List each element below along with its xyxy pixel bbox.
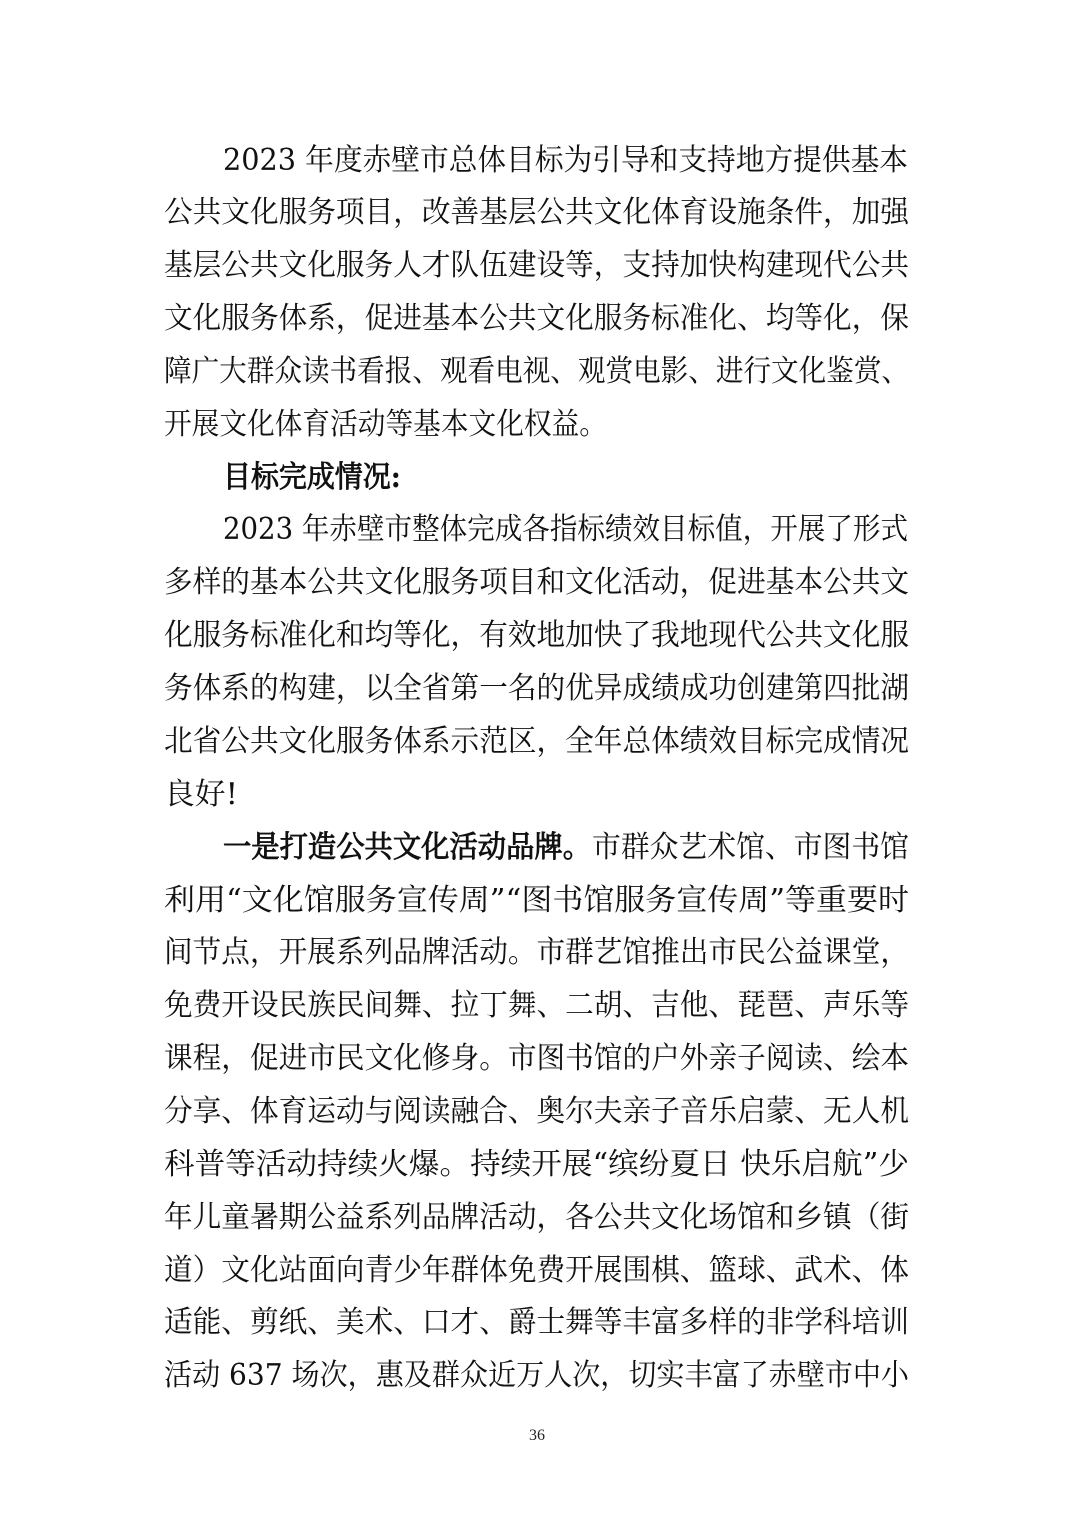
text-line (0, 131, 1074, 191)
text-line (0, 871, 1074, 931)
text-line (0, 553, 1074, 613)
paragraph-3-line-1-rest: 市群众艺术馆、市图书馆 (592, 830, 909, 865)
paragraph-3-line-9: 道）文化站面向青少年群体免费开展围棋、篮球、武术、体 (164, 1253, 909, 1288)
paragraph-3-line-5: 课程，促进市民文化修身。市图书馆的户外亲子阅读、绘本 (164, 1041, 909, 1076)
text-line (0, 500, 1074, 560)
paragraph-1-line-6: 开展文化体育活动等基本文化权益。 (164, 407, 607, 442)
text-line (0, 1241, 1074, 1301)
paragraph-1-line-4: 文化服务体系，促进基本公共文化服务标准化、均等化，保 (164, 301, 909, 336)
paragraph-2-line-2: 多样的基本公共文化服务项目和文化活动，促进基本公共文 (164, 565, 909, 600)
paragraph-2-line-1: 2023 年赤壁市整体完成各指标绩效目标值，开展了形式 (223, 512, 908, 547)
paragraph-1-line-3: 基层公共文化服务人才队伍建设等，支持加快构建现代公共 (164, 248, 909, 283)
text-line (0, 1293, 1074, 1353)
paragraph-2-line-6: 良好! (164, 777, 238, 812)
text-line (0, 236, 1074, 296)
paragraph-3-line-3: 间节点，开展系列品牌活动。市群艺馆推出市民公益课堂， (164, 935, 909, 970)
paragraph-3-lead: 一是打造公共文化活动品牌。 (223, 830, 591, 865)
text-line (0, 765, 1074, 825)
section-heading (0, 448, 1074, 508)
text-line (0, 395, 1074, 455)
paragraph-3-line-11: 活动 637 场次，惠及群众近万人次，切实丰富了赤壁市中小 (164, 1358, 909, 1393)
paragraph-3-line-4: 免费开设民族民间舞、拉丁舞、二胡、吉他、琵琶、声乐等 (164, 988, 909, 1023)
text-line (0, 923, 1074, 983)
paragraph-1-line-2: 公共文化服务项目，改善基层公共文化体育设施条件，加强 (164, 195, 909, 230)
target-completion-heading: 目标完成情况: (223, 460, 401, 495)
text-line (0, 659, 1074, 719)
paragraph-3-line-10: 适能、剪纸、美术、口才、爵士舞等丰富多样的非学科培训 (164, 1305, 909, 1340)
text-line (0, 1082, 1074, 1142)
text-line (0, 976, 1074, 1036)
text-line (0, 183, 1074, 243)
paragraph-1-line-5: 障广大群众读书看报、观看电视、观赏电影、进行文化鉴赏、 (164, 354, 909, 389)
paragraph-3-line-7: 科普等活动持续火爆。持续开展“缤纷夏日 快乐启航”少 (164, 1147, 909, 1182)
paragraph-3-line-2: 利用“文化馆服务宣传周”“图书馆服务宣传周”等重要时 (164, 883, 909, 918)
page-number: 36 (529, 1427, 545, 1444)
paragraph-3-line-6: 分享、体育运动与阅读融合、奥尔夫亲子音乐启蒙、无人机 (164, 1094, 909, 1129)
text-line (0, 818, 1074, 878)
text-line (0, 712, 1074, 772)
paragraph-3-line-8: 年儿童暑期公益系列品牌活动，各公共文化场馆和乡镇（街 (164, 1200, 909, 1235)
text-line (0, 1135, 1074, 1195)
text-line (0, 1188, 1074, 1248)
text-line (0, 289, 1074, 349)
paragraph-2-line-3: 化服务标准化和均等化，有效地加快了我地现代公共文化服 (164, 618, 909, 653)
paragraph-2-line-4: 务体系的构建，以全省第一名的优异成绩成功创建第四批湖 (164, 671, 909, 706)
text-line (0, 606, 1074, 666)
paragraph-1-line-1: 2023 年度赤壁市总体目标为引导和支持地方提供基本 (223, 143, 908, 178)
text-line (0, 1346, 1074, 1406)
text-line (0, 342, 1074, 402)
paragraph-2-line-5: 北省公共文化服务体系示范区，全年总体绩效目标完成情况 (164, 724, 909, 759)
text-line (0, 1029, 1074, 1089)
